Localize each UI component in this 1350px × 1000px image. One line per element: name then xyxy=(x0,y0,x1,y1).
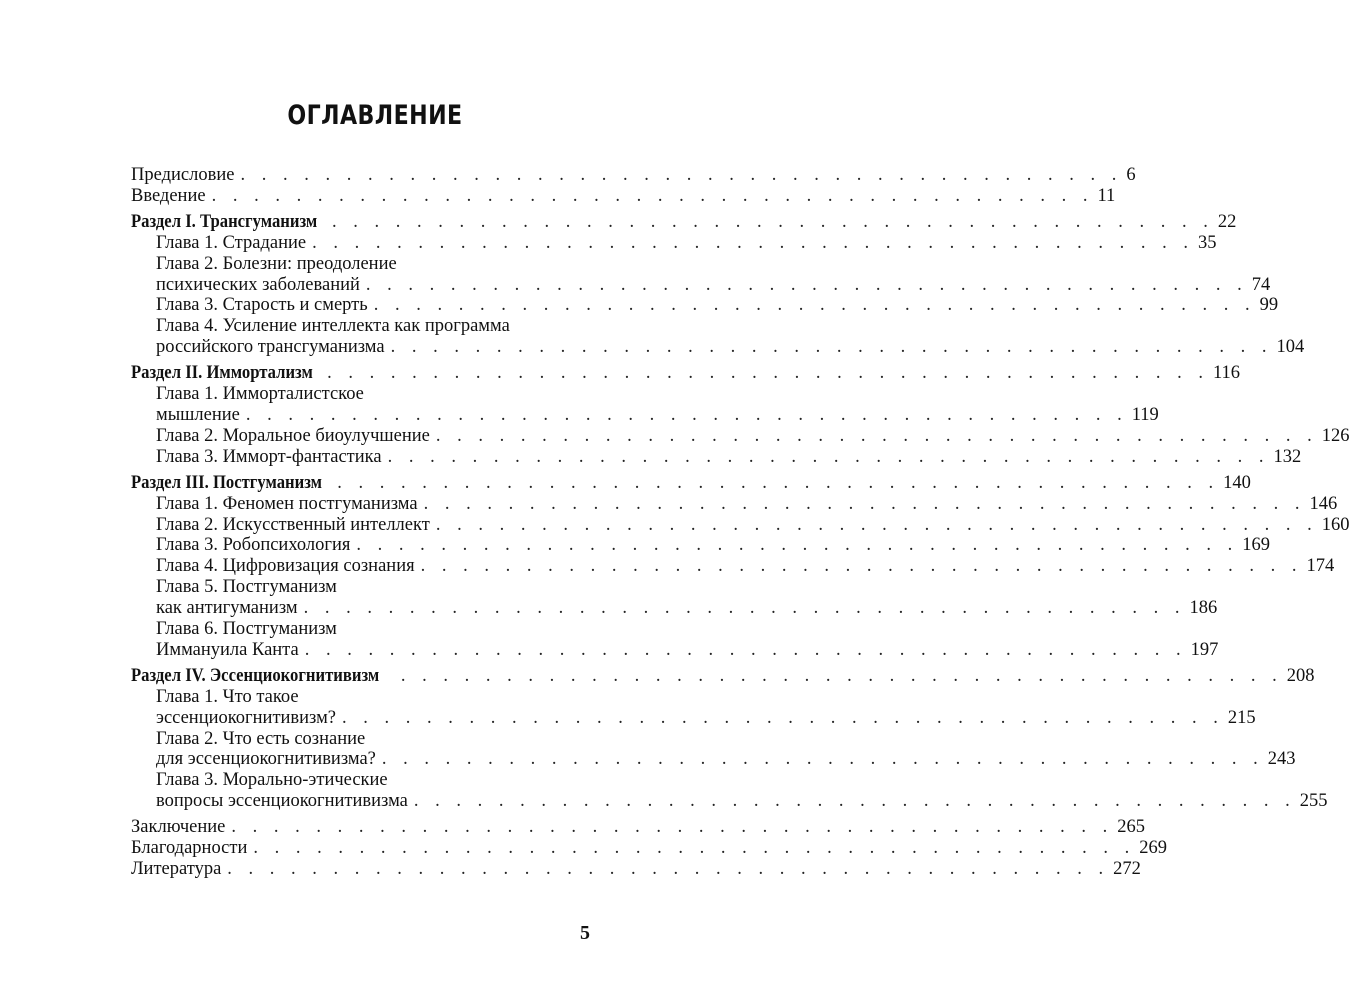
toc-entry-label: Глава 3. Робопсихология xyxy=(156,535,351,556)
toc-entry-page: 243 xyxy=(1267,749,1296,770)
toc-entry-row[interactable] xyxy=(131,577,593,598)
leader-dots: . . . . . . . . . . . . . . . . . . . . . . . . . . . . . . . . . . . . . . . . . . xyxy=(227,859,1110,879)
leader-dots: . . . . . . . . . . . . . . . . . . . . . . . . . . . . . . . . . . . . . . . . . . xyxy=(342,707,1224,728)
toc-entry-label: Глава 2. Искусственный интеллект xyxy=(156,514,430,535)
toc-entry-page: 22 xyxy=(1217,211,1237,232)
leader-dots: . . . . . . . . . . . . . . . . . . . . . . . . . . . . . . . . . . . . . . . . . . xyxy=(337,472,1220,493)
toc-entry-row[interactable] xyxy=(131,556,1335,577)
toc-entry-row[interactable] xyxy=(131,859,1141,880)
toc-entry-label: вопросы эссенциокогнитивизма xyxy=(156,791,408,812)
toc-entry-label: Глава 1. Феномен постгуманизма xyxy=(156,493,418,514)
toc-entry-page: 174 xyxy=(1306,556,1335,577)
toc-entry-page: 160 xyxy=(1321,514,1350,535)
toc-entry-label: мышление xyxy=(156,404,240,425)
toc-entry-page: 74 xyxy=(1251,274,1271,295)
toc-entry-row[interactable] xyxy=(131,729,593,750)
toc-entry-label: для эссенциокогнитивизма? xyxy=(156,749,376,770)
table-of-contents xyxy=(131,165,1350,880)
leader-dots: . . . . . . . . . . . . . . . . . . . . . . . . . . . . . . . . . . . . . . . . . . xyxy=(413,791,1296,812)
toc-entry-page: 269 xyxy=(1139,838,1167,859)
leader-dots: . . . . . . . . . . . . . . . . . . . . . . . . . . . . . . . . . . . . . . . . . . xyxy=(420,556,1303,577)
toc-entry-label: Глава 4. Усиление интеллекта как программа xyxy=(156,316,510,337)
toc-entry-page: 11 xyxy=(1097,185,1116,206)
leader-dots: . . . . . . . . . . . . . . . . . . . . . . . . . . . . . . . . . . . . . . . . . . xyxy=(381,749,1264,770)
page-number: 5 xyxy=(580,922,590,944)
toc-entry-row[interactable] xyxy=(131,254,593,275)
toc-entry-row[interactable] xyxy=(131,384,593,405)
toc-entry-label: Введение xyxy=(131,185,206,206)
toc-section-row[interactable] xyxy=(131,363,1241,384)
leader-dots: . . . . . . . . . . . . . . . . . . . . . . . . . . . . . . . . . . . . . . . . . . xyxy=(423,493,1306,514)
toc-entry-row[interactable] xyxy=(131,749,1296,770)
toc-entry-label: Глава 1. Что такое xyxy=(156,686,299,707)
toc-entry-row[interactable] xyxy=(131,791,1328,812)
toc-entry-label: Глава 2. Болезни: преодоление xyxy=(156,253,397,274)
toc-entry-page: 255 xyxy=(1299,791,1328,812)
toc-entry-label: Глава 1. Страдание xyxy=(156,232,307,253)
toc-entry-label: Раздел IV. Эссенциокогнитивизм xyxy=(131,665,380,686)
toc-entry-page: 146 xyxy=(1309,493,1338,514)
toc-entry-label: психических заболеваний xyxy=(156,274,360,295)
toc-entry-label: российского трансгуманизма xyxy=(156,337,385,358)
toc-entry-label: Глава 3. Морально-этические xyxy=(156,770,388,791)
page-title: ОГЛАВЛЕНИЕ xyxy=(287,100,463,131)
leader-dots: . . . . . . . . . . . . . . . . . . . . . . . . . . . . . . . . . . . . . . . . . . xyxy=(312,232,1194,253)
toc-entry-label: как антигуманизм xyxy=(156,598,298,619)
toc-entry-row[interactable] xyxy=(131,232,1217,254)
leader-dots: . . . . . . . . . . . . . . . . . . . . . . . . . . . . . . . . . . . . . . . . . . xyxy=(331,211,1214,232)
toc-entry-label: Глава 1. Имморталистское xyxy=(156,384,364,405)
leader-dots: . . . . . . . . . . . . . . . . . . . . . . . . . . . . . . . . . . . . . . . . . . xyxy=(253,838,1136,859)
toc-entry-page: 265 xyxy=(1117,817,1145,838)
toc-section-row[interactable] xyxy=(131,472,1251,494)
toc-entry-label: эссенциокогнитивизм? xyxy=(156,707,337,728)
toc-entry-row[interactable] xyxy=(131,770,593,791)
toc-entry-label: Глава 5. Постгуманизм xyxy=(156,577,337,598)
toc-entry-row[interactable] xyxy=(131,687,593,708)
toc-entry-page: 132 xyxy=(1273,446,1302,467)
toc-entry-row[interactable] xyxy=(131,598,1218,619)
leader-dots: . . . . . . . . . . . . . . . . . . . . . . . . . . . . . . . . . . . . . . . . . . xyxy=(390,337,1273,358)
leader-dots: . . . . . . . . . . . . . . . . . . . . . . . . . . . . . . . . . . . . . . . . . . xyxy=(365,274,1248,295)
toc-entry-label: Предисловие xyxy=(131,165,235,185)
toc-entry-label: Глава 4. Цифровизация сознания xyxy=(156,556,415,577)
toc-entry-page: 116 xyxy=(1212,363,1241,384)
leader-dots: . . . . . . . . . . . . . . . . . . . . . . . . . . . . . . . . . . . . . . . . . . xyxy=(327,363,1209,384)
toc-entry-page: 126 xyxy=(1321,425,1350,446)
toc-entry-page: 186 xyxy=(1189,598,1218,619)
toc-entry-row[interactable] xyxy=(131,295,1279,316)
toc-entry-page: 99 xyxy=(1259,295,1279,316)
toc-entry-label: Заключение xyxy=(131,817,226,838)
leader-dots: . . . . . . . . . . . . . . . . . . . . . . . . . . . . . . . . . . . . . . . . . . xyxy=(240,165,1123,185)
leader-dots: . . . . . . . . . . . . . . . . . . . . . . . . . . . . . . . . . . . . . . . . . . xyxy=(400,665,1283,686)
leader-dots: . . . . . . . . . . . . . . . . . . . . . . . . . . . . . . . . . . . . . . . . . . xyxy=(373,295,1256,316)
leader-dots: . . . . . . . . . . . . . . . . . . . . . . . . . . . . . . . . . . . . . . . . . . xyxy=(435,514,1318,535)
leader-dots: . . . . . . . . . . . . . . . . . . . . . . . . . . . . . . . . . . . . . . . . . . xyxy=(303,598,1186,619)
toc-entry-label: Глава 2. Что есть сознание xyxy=(156,728,366,749)
toc-entry-row[interactable] xyxy=(131,185,1116,207)
toc-entry-page: 104 xyxy=(1276,337,1305,358)
leader-dots: . . . . . . . . . . . . . . . . . . . . . . . . . . . . . . . . . . . . . . . . . . xyxy=(231,817,1114,838)
toc-entry-page: 197 xyxy=(1190,639,1219,660)
toc-entry-page: 208 xyxy=(1286,665,1315,686)
leader-dots: . . . . . . . . . . . . . . . . . . . . . . . . . . . . . . . . . . . . . . . . . . xyxy=(304,639,1187,660)
leader-dots: . . . . . . . . . . . . . . . . . . . . . . . . . . . . . . . . . . . . . . . . . . xyxy=(245,404,1128,425)
leader-dots: . . . . . . . . . . . . . . . . . . . . . . . . . . . . . . . . . . . . . . . . . . xyxy=(356,535,1239,556)
toc-entry-row[interactable] xyxy=(131,274,1271,296)
toc-entry-row[interactable] xyxy=(131,337,1305,358)
toc-entry-row[interactable] xyxy=(131,817,1145,838)
toc-entry-row[interactable] xyxy=(131,446,1302,468)
toc-entry-row[interactable] xyxy=(131,838,1167,859)
toc-section-row[interactable] xyxy=(131,665,1315,687)
toc-entry-row[interactable] xyxy=(131,404,1159,426)
toc-entry-label: Иммануила Канта xyxy=(156,639,299,660)
leader-dots: . . . . . . . . . . . . . . . . . . . . . . . . . . . . . . . . . . . . . . . . . . xyxy=(435,425,1318,446)
leader-dots: . . . . . . . . . . . . . . . . . . . . . . . . . . . . . . . . . . . . . . . . . . xyxy=(387,446,1270,467)
toc-entry-row[interactable] xyxy=(131,535,1270,556)
toc-entry-row[interactable] xyxy=(131,316,593,337)
toc-entry-label: Литература xyxy=(131,859,222,879)
toc-entry-page: 35 xyxy=(1197,232,1217,253)
toc-entry-label: Раздел II. Иммортализм xyxy=(131,363,313,384)
leader-dots: . . . . . . . . . . . . . . . . . . . . . . . . . . . . . . . . . . . . . . . . . . xyxy=(211,185,1094,206)
toc-entry-page: 6 xyxy=(1126,165,1136,185)
toc-entry-row[interactable] xyxy=(131,493,1338,515)
toc-section-row[interactable] xyxy=(131,211,1237,233)
toc-entry-row[interactable] xyxy=(131,639,1219,661)
toc-entry-label: Глава 3. Имморт-фантастика xyxy=(156,446,382,467)
toc-entry-label: Глава 2. Моральное биоулучшение xyxy=(156,425,430,446)
toc-entry-row[interactable] xyxy=(131,514,1350,536)
toc-entry-page: 215 xyxy=(1227,707,1256,728)
toc-entry-label: Благодарности xyxy=(131,838,248,859)
toc-entry-page: 169 xyxy=(1242,535,1270,556)
toc-entry-row[interactable] xyxy=(131,707,1256,729)
toc-entry-label: Раздел III. Постгуманизм xyxy=(131,472,323,493)
toc-entry-page: 140 xyxy=(1223,472,1251,493)
toc-entry-label: Раздел I. Трансгуманизм xyxy=(131,211,318,232)
toc-entry-label: Глава 6. Постгуманизм xyxy=(156,619,337,640)
toc-entry-row[interactable] xyxy=(131,619,593,640)
toc-entry-label: Глава 3. Старость и смерть xyxy=(156,295,368,316)
toc-entry-row[interactable] xyxy=(131,165,1136,186)
toc-entry-row[interactable] xyxy=(131,425,1350,447)
toc-entry-page: 119 xyxy=(1131,404,1159,425)
toc-entry-page: 272 xyxy=(1113,859,1141,879)
